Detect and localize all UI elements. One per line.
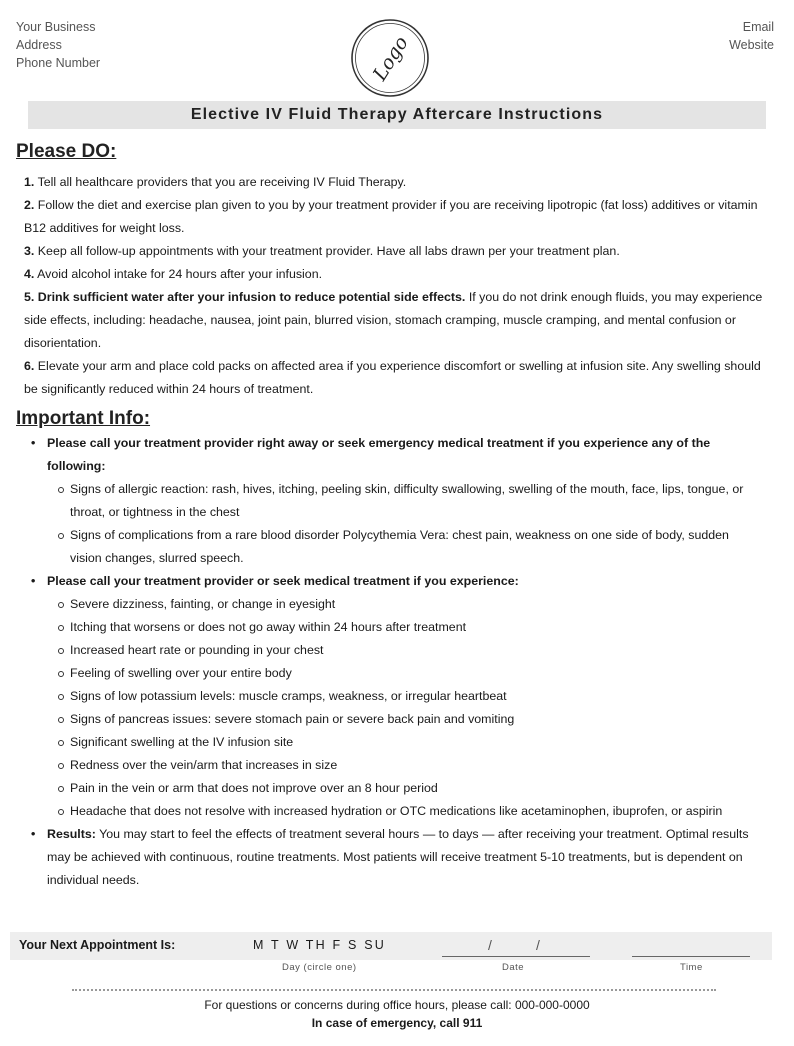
- please-do-heading: Please DO:: [16, 141, 117, 162]
- day-caption: Day (circle one): [282, 962, 357, 973]
- contact-info: [729, 18, 774, 54]
- please-do-list: [24, 171, 764, 401]
- medical-lead: • Please call your treatment provider or seek medical treatment if you experience:: [30, 570, 762, 593]
- list-item: Redness over the vein/arm that increases in size: [30, 754, 762, 777]
- list-item: Signs of allergic reaction: rash, hives, itching, peeling skin, difficulty swallowing, swelling of the mouth, face, lips, tongue, or throat, or tightness in the chest: [30, 478, 762, 524]
- date-caption: Date: [502, 962, 525, 973]
- important-info-list: [30, 432, 762, 892]
- important-info-heading: Important Info:: [16, 408, 151, 429]
- results-item: • Results: You may start to feel the effects of treatment several hours — to days — after receiving your treatment. Optimal results may be achieved with continuous, routine treatments. Most patients will receive treatment 5-10 treatments, but is dependent on individual needs.: [30, 823, 762, 892]
- list-item: Increased heart rate or pounding in your chest: [30, 639, 762, 662]
- appointment-row: [10, 932, 772, 960]
- emergency-contact: In case of emergency, call 911: [311, 1016, 483, 1030]
- date-field[interactable]: [442, 956, 590, 957]
- logo: [350, 18, 430, 98]
- emergency-lead: • Please call your treatment provider right away or seek emergency medical treatment if you experience any of the following:: [30, 432, 762, 478]
- list-item: Signs of pancreas issues: severe stomach pain or severe back pain and vomiting: [30, 708, 762, 731]
- list-item: 4. Avoid alcohol intake for 24 hours after your infusion.: [24, 267, 323, 281]
- list-item: Headache that does not resolve with increased hydration or OTC medications like acetaminophen, ibuprofen, or aspirin: [30, 800, 762, 823]
- list-item: Signs of low potassium levels: muscle cramps, weakness, or irregular heartbeat: [30, 685, 762, 708]
- list-item: 1. Tell all healthcare providers that you are receiving IV Fluid Therapy.: [24, 175, 407, 189]
- business-info: [16, 18, 100, 72]
- logo-text: Logo: [368, 32, 413, 85]
- business-email: Email: [742, 20, 774, 34]
- date-separator: /: [536, 937, 540, 953]
- appointment-label: Your Next Appointment Is:: [19, 938, 176, 952]
- business-address: Address: [16, 38, 62, 52]
- office-hours-contact: For questions or concerns during office hours, please call: 000-000-0000: [204, 998, 590, 1012]
- list-item: 5. Drink sufficient water after your infusion to reduce potential side effects. If you do not drink enough fluids, you may experience side effects, including: headache, nausea, joint pain, blurred vision, stomach cramping, muscle cramping, and mental confusion or disorientation.: [24, 290, 763, 350]
- business-phone: Phone Number: [16, 56, 101, 70]
- list-item: 6. Elevate your arm and place cold packs on affected area if you experience discomfort or swelling at infusion site. Any swelling should be significantly reduced within 24 hours of treatment.: [24, 359, 761, 396]
- list-item: Signs of complications from a rare blood disorder Polycythemia Vera: chest pain, weakness on one side of body, sudden vision changes, slurred speech.: [30, 524, 762, 570]
- list-item: Severe dizziness, fainting, or change in eyesight: [30, 593, 762, 616]
- business-website: Website: [729, 38, 774, 52]
- list-item: Pain in the vein or arm that does not improve over an 8 hour period: [30, 777, 762, 800]
- list-item: 2. Follow the diet and exercise plan given to you by your treatment provider if you are receiving lipotropic (fat loss) additives or vitamin B12 additives for weight loss.: [24, 198, 758, 235]
- list-item: Itching that worsens or does not go away within 24 hours after treatment: [30, 616, 762, 639]
- date-separator: /: [488, 937, 492, 953]
- divider: [72, 989, 716, 991]
- list-item: Significant swelling at the IV infusion site: [30, 731, 762, 754]
- page-title: Elective IV Fluid Therapy Aftercare Instructions: [28, 101, 766, 129]
- list-item: 3. Keep all follow-up appointments with your treatment provider. Have all labs drawn per your treatment plan.: [24, 244, 620, 258]
- business-name: Your Business: [16, 20, 96, 34]
- list-item: Feeling of swelling over your entire body: [30, 662, 762, 685]
- day-options[interactable]: M T W TH F S SU: [253, 938, 387, 952]
- time-caption: Time: [680, 962, 703, 973]
- time-field[interactable]: [632, 956, 750, 957]
